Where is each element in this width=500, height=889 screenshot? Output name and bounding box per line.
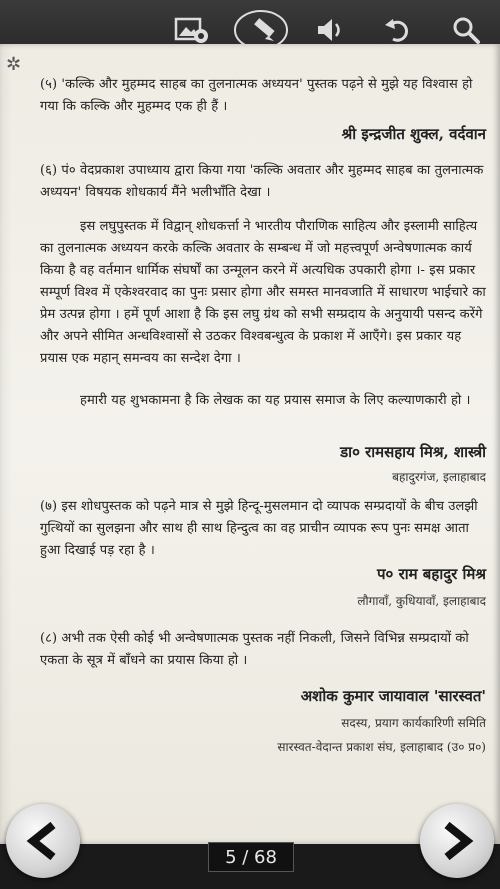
book-page[interactable] (0, 44, 500, 844)
signature-3: प० राम बहादुर मिश्र (377, 565, 486, 583)
chevron-left-icon (25, 821, 61, 861)
paragraph-7: (७) इस शोधपुस्तक को पढ़ने मात्र से मुझे हिन्दू-मुसलमान दो व्यापक सम्प्रदायों के बीच उलझी गुत्थियों का सुलझना और साथ ही साथ हिन्दुत्व का वह प्राचीन व्यापक रूप पुनः समक्ष आता हुआ दिखाई पड़ रहा है । (40, 499, 478, 558)
address-2: बहादुरगंज, इलाहाबाद (392, 470, 486, 484)
next-page-button[interactable] (420, 804, 494, 878)
signature-1: श्री इन्द्रजीत शुक्ल, वर्दवान (341, 125, 486, 143)
page-indicator: 5 / 68 (208, 842, 294, 872)
paragraph-wish: हमारी यह शुभकामना है कि लेखक का यह प्रयास समाज के लिए कल्याणकारी हो । (80, 393, 471, 408)
paragraph-6-body: इस लघुपुस्तक में विद्वान् शोधकर्त्ता ने भारतीय पौराणिक साहित्य और इस्लामी साहित्य का तुलनात्मक अध्ययन करके कल्कि अवतार के सम्बन्ध में जो महत्त्वपूर्ण अन्वेषणात्मक कार्य किया है वह वर्तमान धार्मिक संघर्षों का उन्मूलन करने में अत्यधिक उपकारी होगा ।- इस प्रकार सम्पूर्ण विश्व में एकेश्वरवाद का पुनः प्रसार होगा और समस्त मानवजाति में साधारण भाईचारे का प्रेम उत्पन्न होगा । हमें पूर्ण आशा है कि इस लघु ग्रंथ को सभी सम्प्रदाय के अनुयायी पसन्द करेंगे और अपने सीमित अन्धविश्वासों से उठकर विश्वबन्धुत्व के प्रकाश में आएँगे। इस प्रकार यह प्रयास एक महान् समन्वय का सन्देश देगा । (40, 219, 486, 366)
paragraph-6: (६) पं० वेदप्रकाश उपाध्याय द्वारा किया गया 'कल्कि अवतार और मुहम्मद साहब का तुलनात्मक अध्ययन' विषयक शोधकार्य मैंने भलीभाँति देखा । (40, 163, 484, 200)
paragraph-8: (८) अभी तक ऐसी कोई भी अन्वेषणात्मक पुस्तक नहीं निकली, जिसने विभिन्न सम्प्रदायों को एकता के सूत्र में बाँधने का प्रयास किया हो । (40, 631, 469, 668)
address-3: लौगावाँ, कुधियावाँ, इलाहाबाद (357, 594, 486, 608)
designation-4: सदस्य, प्रयाग कार्यकारिणी समिति (341, 716, 486, 730)
chevron-right-icon (439, 821, 475, 861)
previous-page-button[interactable] (6, 804, 80, 878)
signature-2: डा० रामसहाय मिश्र, शास्त्री (340, 443, 486, 461)
signature-4: अशोक कुमार जायावाल 'सारस्वत' (300, 687, 486, 705)
paragraph-5: (५) 'कल्कि और मुहम्मद साहब का तुलनात्मक अध्ययन' पुस्तक पढ़ने से मुझे यह विश्वास हो गया कि कल्कि और मुहम्मद एक ही हैं । (40, 77, 473, 114)
organization-4: सारस्वत-वेदान्त प्रकाश संघ, इलाहाबाद (उ० प्र०) (277, 740, 486, 754)
ornament-icon: ✲ (6, 54, 22, 75)
